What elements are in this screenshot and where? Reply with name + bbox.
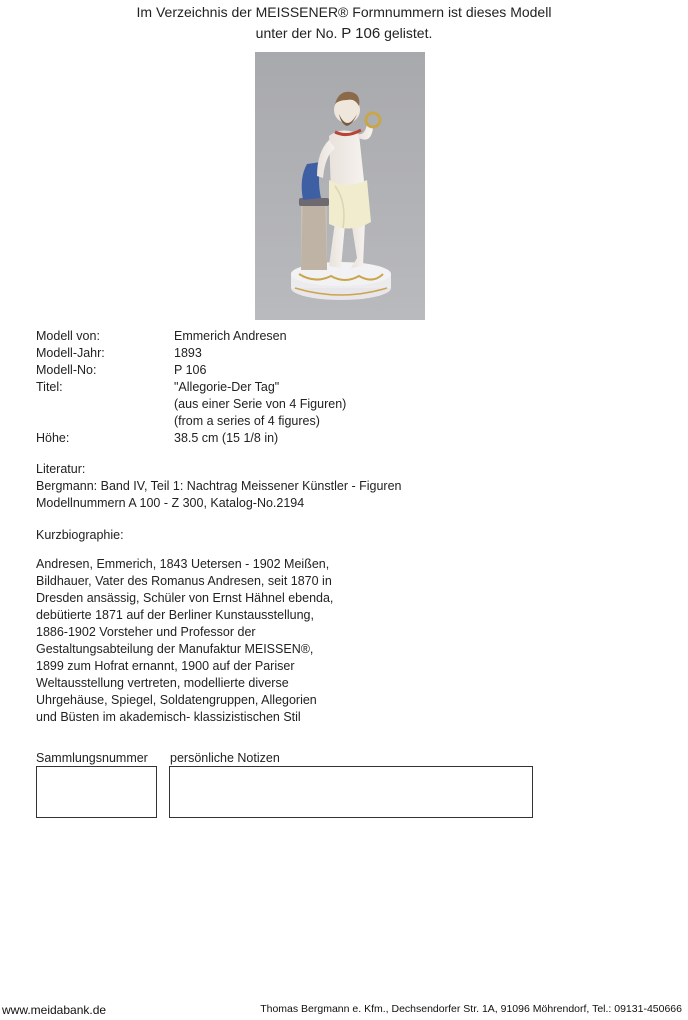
detail-label: Modell von:	[36, 329, 100, 343]
detail-row-no	[36, 362, 574, 379]
detail-value: (aus einer Serie von 4 Figuren)	[174, 397, 347, 411]
model-details	[36, 328, 574, 447]
header-model-no: P 106	[341, 25, 381, 42]
detail-label: Höhe:	[36, 431, 70, 445]
notizen-label: persönliche Notizen	[170, 751, 280, 765]
detail-value: 1893	[174, 346, 202, 360]
detail-row-jahr	[36, 345, 574, 362]
notizen-field[interactable]	[169, 766, 533, 818]
detail-value: "Allegorie-Der Tag"	[174, 380, 280, 394]
literatur-line2: Modellnummern A 100 - Z 300, Katalog-No.2194	[36, 496, 305, 510]
detail-row-titel-2	[36, 396, 574, 413]
figure-photo	[255, 52, 425, 320]
detail-row-hoehe	[36, 430, 574, 447]
footer-address: Thomas Bergmann e. Kfm., Dechsendorfer Str. 1A, 91096 Möhrendorf, Tel.: 09131-450666	[260, 1003, 682, 1015]
detail-value: (from a series of 4 figures)	[174, 414, 320, 428]
kurzbiographie-text: Andresen, Emmerich, 1843 Uetersen - 1902 Meißen, Bildhauer, Vater des Romanus Andresen, seit 1870 in Dresden ansässig, Schüler von Ernst Hähnel ebenda, debütierte 1871 auf der Berliner Kunstausstellung, 1886-1902 Vorsteher und Professor der Gestaltungsabteilung der Manufaktur MEISSEN®, 1899 zum Hofrat ernannt, 1900 auf der Pariser Weltausstellung vertreten, modellierte diverse Uhrgehäuse, Spiegel, Soldatengruppen, Allegorien und Büsten im akademisch- klassizistischen Stil	[36, 557, 334, 724]
literatur-title: Literatur:	[36, 462, 86, 476]
detail-label: Modell-Jahr:	[36, 346, 105, 360]
detail-value: 38.5 cm (15 1/8 in)	[174, 431, 279, 445]
literatur-line1: Bergmann: Band IV, Teil 1: Nachtrag Meissener Künstler - Figuren	[36, 479, 402, 493]
page-header	[0, 2, 688, 44]
figure-illustration	[255, 52, 425, 320]
detail-row-modell-von	[36, 328, 574, 345]
detail-row-titel-3	[36, 413, 574, 430]
detail-label: Modell-No:	[36, 363, 97, 377]
kurzbiographie-title: Kurzbiographie:	[36, 528, 124, 542]
header-line2	[0, 23, 688, 44]
header-prefix: unter der No.	[255, 25, 338, 41]
header-suffix: gelistet.	[384, 25, 433, 41]
website-link[interactable]: www.meidabank.de	[2, 1003, 107, 1017]
sammlungsnummer-label: Sammlungsnummer	[36, 751, 148, 765]
header-line1: Im Verzeichnis der MEISSENER® Formnummern ist dieses Modell	[136, 4, 552, 20]
detail-label: Titel:	[36, 380, 63, 394]
sammlungsnummer-field[interactable]	[36, 766, 157, 818]
detail-value: P 106	[174, 363, 207, 377]
detail-value: Emmerich Andresen	[174, 329, 287, 343]
detail-row-titel	[36, 379, 574, 396]
